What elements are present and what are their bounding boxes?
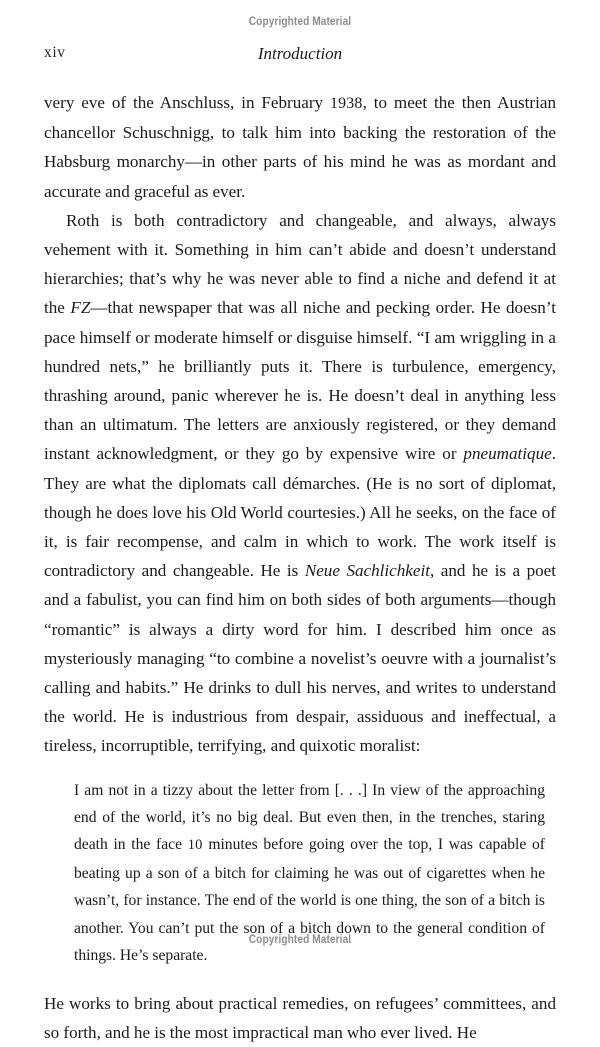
emphasis-pneumatique: pneumatique: [463, 444, 552, 464]
paragraph-3: [44, 989, 556, 1047]
copyright-watermark-top: Copyrighted Material: [248, 16, 352, 28]
paragraph-2-text-b: —that newspaper that was all niche and pecking order. He doesn’t pace himself or moderate himself or disguise himself. “I am wriggling in a hundred nets,” he brilliantly puts it. There is turbulence, emergency, thrashing around, panic wherever he is. He doesn’t deal in anything less than an ultimatum. The letters are anxiously registered, or they demand instant acknowledgment, or they go by expensive wire or: [44, 298, 556, 464]
year-1938: 1938: [329, 95, 363, 112]
chapter-title: Introduction: [257, 44, 343, 63]
paragraph-1-text-a: very eve of the Anschluss, in February: [44, 93, 330, 112]
page-number: xiv: [44, 44, 66, 61]
emphasis-fz: FZ: [70, 298, 91, 318]
running-head: [44, 44, 556, 68]
copyright-watermark-bottom: Copyrighted Material: [248, 934, 352, 946]
paragraph-2: [44, 206, 556, 761]
text-column: [44, 88, 556, 1047]
paragraph-2-text-c: . They are what the diplomats call démarches. (He is no sort of diplomat, though he does love his Old World courtesies.) All he seeks, on the face of it, is fair recompense, and calm in which to work. The work itself is contradictory and changeable. He is: [44, 444, 556, 581]
block-quote-text-b: minutes before going over the top, I was capable of beating up a son of a bitch for claiming he was out of cigarettes when he wasn’t, for instance. The end of the world is one thing, the son of a bitch is another. You can’t put the son of a bitch down to the general condition of things. He’s separate.: [74, 836, 545, 965]
paragraph-1: [44, 88, 556, 206]
paragraph-3-text: He works to bring about practical remedies, on refugees’ committees, and so forth, and he is the most impractical man who ever lived. He: [44, 993, 556, 1042]
block-quote-text-a: I am not in a tizzy about the letter from [. . .] In view of the approaching end of the world, it’s no big deal. But even then, in the trenches, staring death in the face: [74, 781, 545, 854]
block-quote-number: 10: [187, 837, 203, 854]
emphasis-neue-sachlichkeit: Neue Sachlichkeit: [304, 561, 430, 581]
paragraph-2-text-a: Roth is both contradictory and changeable, and always, always vehement with it. Something in him can’t abide and doesn’t understand hierarchies; that’s why he was never able to find a niche and defend it at the: [44, 210, 556, 318]
paragraph-1-text-b: , to meet the then Austrian chancellor Schuschnigg, to talk him into backing the restoration of the Habsburg monarchy—in other parts of his mind he was as mordant and accurate and graceful as ever.: [44, 93, 556, 201]
paragraph-2-text-d: , and he is a poet and a fabulist, you can find him on both sides of both arguments—though “romantic” is always a dirty word for him. I described him once as mysteriously managing “to combine a novelist’s oeuvre with a journalist’s calling and habits.” He drinks to dull his nerves, and writes to understand the world. He is industrious from despair, assiduous and ineffectual, a tireless, incorruptible, terrifying, and quixotic moralist:: [44, 561, 557, 756]
